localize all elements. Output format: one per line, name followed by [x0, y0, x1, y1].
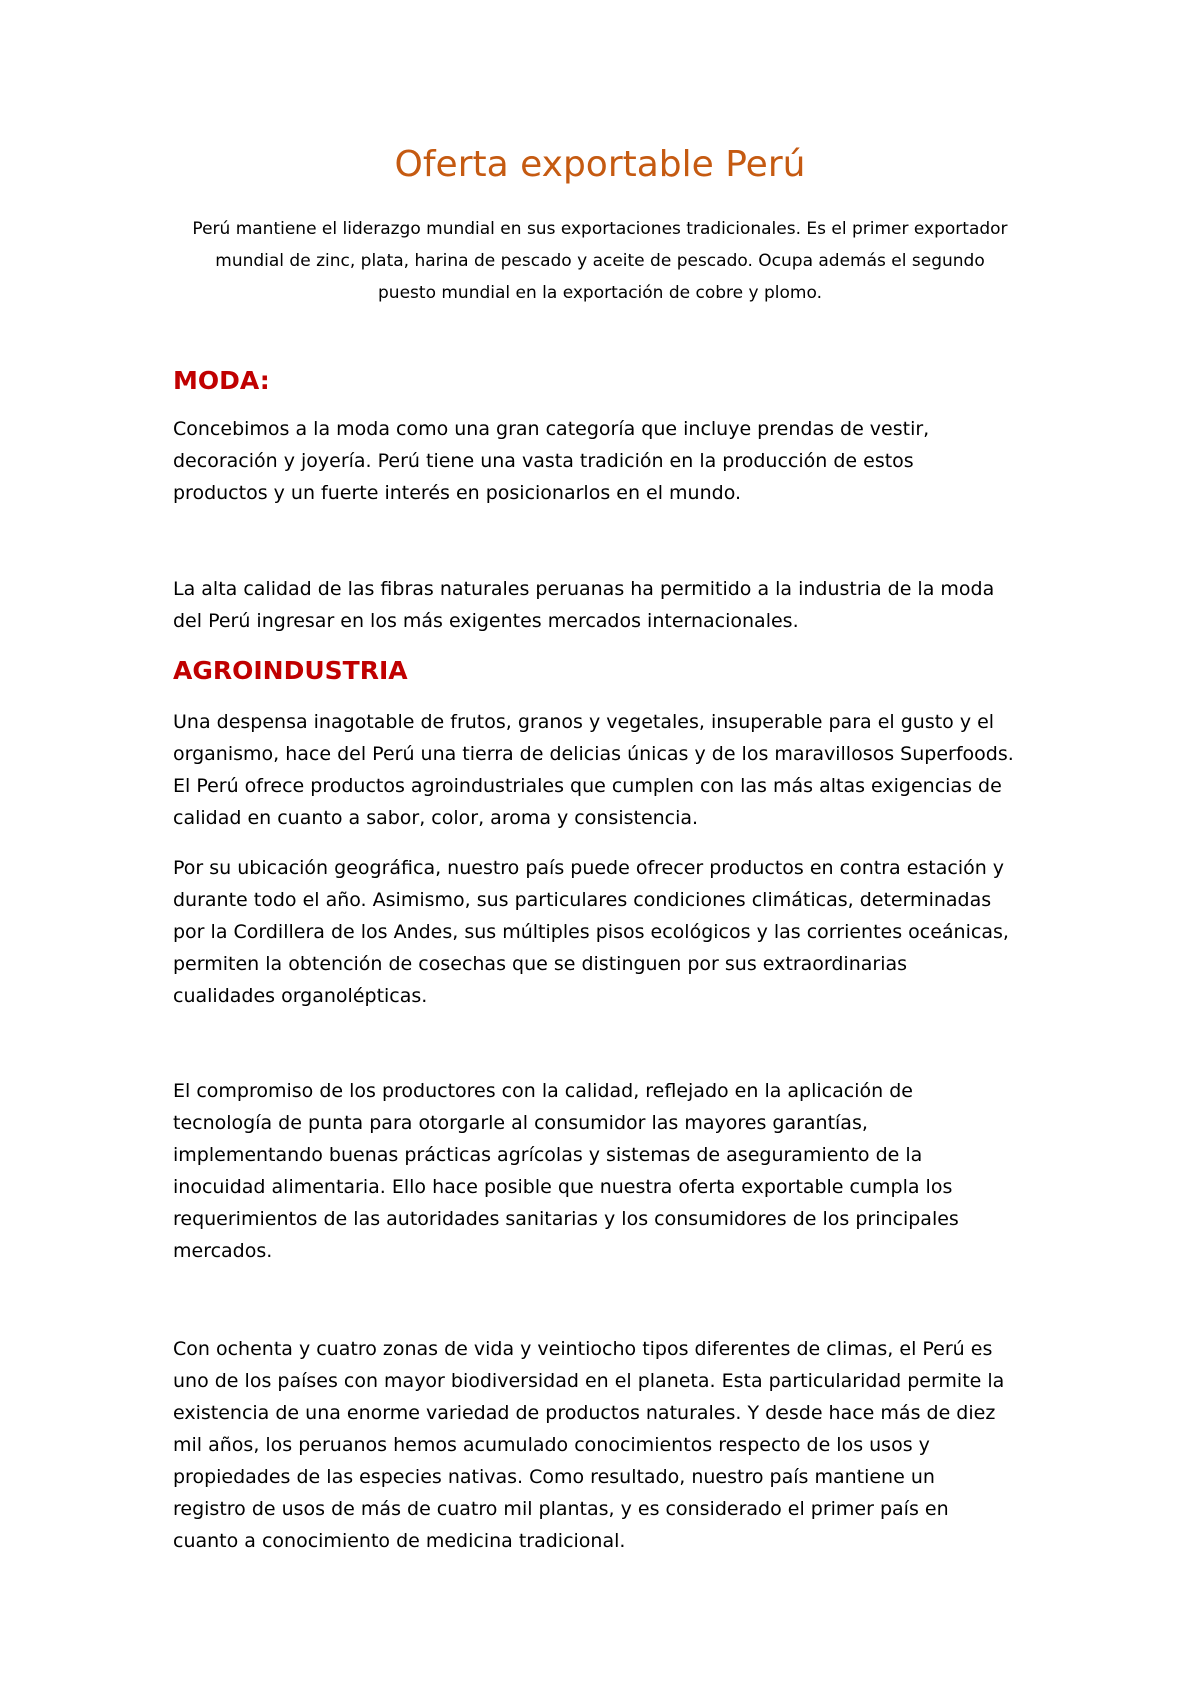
moda-paragraph-2: La alta calidad de las fibras naturales peruanas ha permitido a la industria de la moda del Perú ingresar en los más exigentes mercados internacionales. [173, 578, 995, 632]
intro-paragraph: Perú mantiene el liderazgo mundial en sus exportaciones tradicionales. Es el primer exportador mundial de zinc, plata, harina de pescado y aceite de pescado. Ocupa además el segundo puesto mundial en la exportación de cobre y plomo. [192, 219, 1008, 303]
document-title: Oferta exportable Perú [394, 144, 806, 185]
agroindustria-paragraph-1: Una despensa inagotable de frutos, granos y vegetales, insuperable para el gusto y el organismo, hace del Perú una tierra de delicias únicas y de los maravillosos Superfoods. El Perú ofrece productos agroindustriales que cumplen con las más altas exigencias de calidad en cuanto a sabor, color, aroma y consistencia. [173, 711, 1014, 829]
agroindustria-paragraph-3: El compromiso de los productores con la calidad, reflejado en la aplicación de tecnología de punta para otorgarle al consumidor las mayores garantías, implementando buenas prácticas agrícolas y sistemas de aseguramiento de la inocuidad alimentaria. Ello hace posible que nuestra oferta exportable cumpla los requerimientos de las autoridades sanitarias y los consumidores de los principales mercados. [173, 1080, 959, 1262]
section-heading-agroindustria: AGROINDUSTRIA [173, 656, 408, 685]
agroindustria-paragraph-4: Con ochenta y cuatro zonas de vida y veintiocho tipos diferentes de climas, el Perú es uno de los países con mayor biodiversidad en el planeta. Esta particularidad permite la existencia de una enorme variedad de productos naturales. Y desde hace más de diez mil años, los peruanos hemos acumulado conocimientos respecto de los usos y propiedades de las especies nativas. Como resultado, nuestro país mantiene un registro de usos de más de cuatro mil plantas, y es considerado el primer país en cuanto a conocimiento de medicina tradicional. [173, 1338, 1005, 1552]
agroindustria-paragraph-2: Por su ubicación geográfica, nuestro país puede ofrecer productos en contra estación y durante todo el año. Asimismo, sus particulares condiciones climáticas, determinadas por la Cordillera de los Andes, sus múltiples pisos ecológicos y las corrientes oceánicas, permiten la obtención de cosechas que se distinguen por sus extraordinarias cualidades organolépticas. [173, 857, 1009, 1007]
moda-paragraph-1: Concebimos a la moda como una gran categoría que incluye prendas de vestir, decoración y joyería. Perú tiene una vasta tradición en la producción de estos productos y un fuerte interés en posicionarlos en el mundo. [173, 418, 930, 504]
section-heading-moda: MODA: [173, 366, 270, 395]
